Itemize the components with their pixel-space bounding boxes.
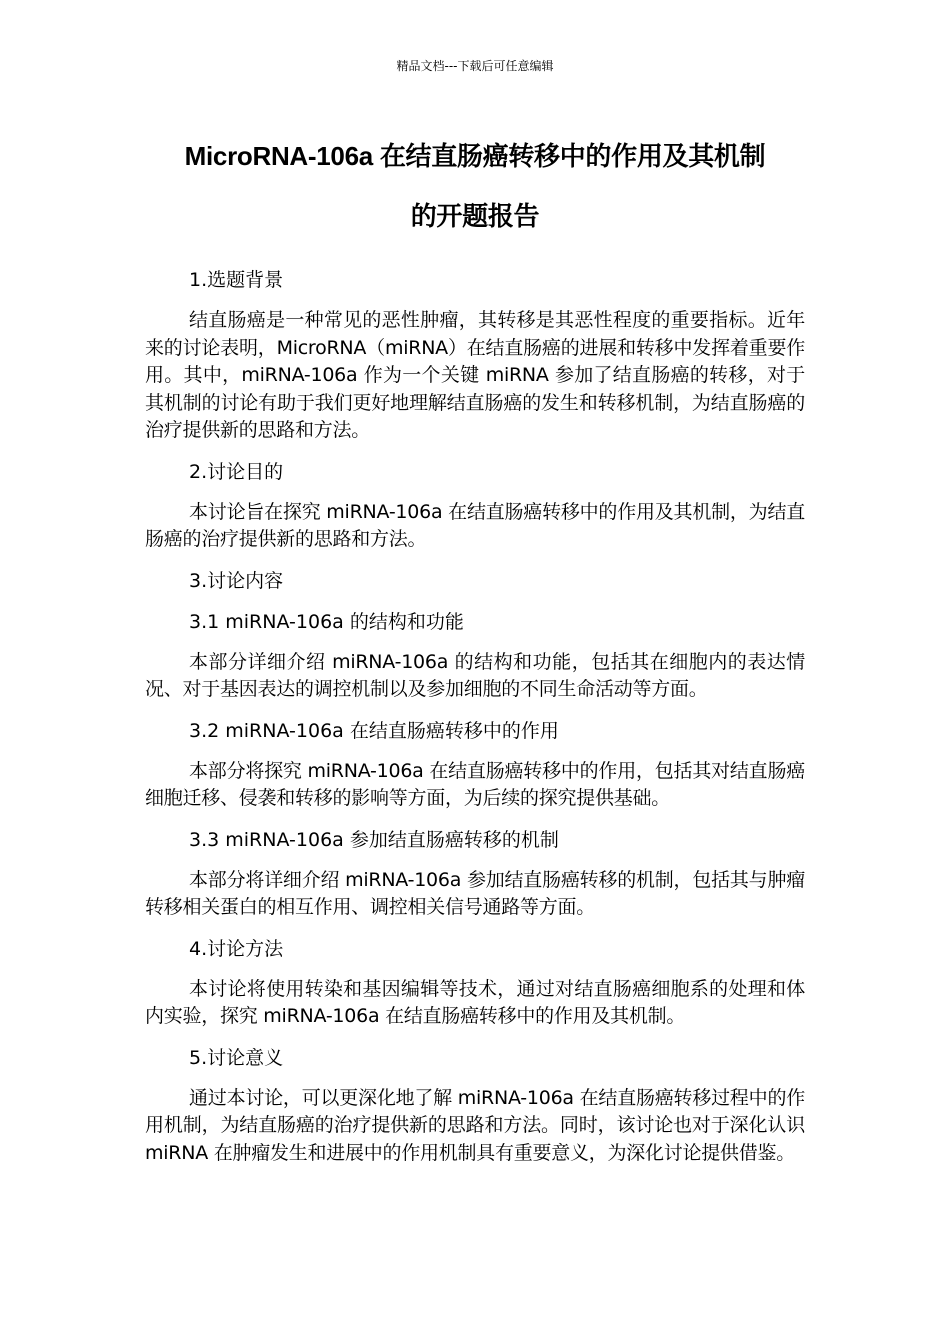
- title-line-2: 的开题报告: [410, 201, 540, 231]
- section-paragraph: 本部分将探究 miRNA-106a 在结直肠癌转移中的作用，包括其对结直肠癌细胞迁移、侵袭和转移的影响等方面，为后续的探究提供基础。: [145, 759, 805, 809]
- section-paragraph: 本部分详细介绍 miRNA-106a 的结构和功能，包括其在细胞内的表达情况、对于基因表达的调控机制以及参加细胞的不同生命活动等方面。: [145, 650, 805, 700]
- document-title: [145, 126, 805, 246]
- section-paragraph: 通过本讨论，可以更深化地了解 miRNA-106a 在结直肠癌转移过程中的作用机制，为结直肠癌的治疗提供新的思路和方法。同时，该讨论也对于深化认识 miRNA 在肿瘤发生和进展中的作用机制具有重要意义，为深化讨论提供借鉴。: [145, 1086, 805, 1164]
- section-heading: 5.讨论意义: [189, 1046, 284, 1069]
- section-heading: 2.讨论目的: [189, 460, 284, 483]
- section-paragraph: 本讨论旨在探究 miRNA-106a 在结直肠癌转移中的作用及其机制，为结直肠癌的治疗提供新的思路和方法。: [145, 500, 805, 550]
- subsection-heading: 3.3 miRNA-106a 参加结直肠癌转移的机制: [189, 828, 559, 851]
- section-paragraph: 本讨论将使用转染和基因编辑等技术，通过对结直肠癌细胞系的处理和体内实验，探究 miRNA-106a 在结直肠癌转移中的作用及其机制。: [145, 977, 805, 1027]
- header-note: 精品文档---下载后可任意编辑: [396, 59, 554, 73]
- section-heading: 3.讨论内容: [189, 569, 284, 592]
- document-body: [145, 266, 805, 1180]
- section-heading: 4.讨论方法: [189, 937, 284, 960]
- section-heading: 1.选题背景: [189, 269, 284, 291]
- subsection-heading: 3.1 miRNA-106a 的结构和功能: [189, 610, 464, 633]
- section-paragraph: 本部分将详细介绍 miRNA-106a 参加结直肠癌转移的机制，包括其与肿瘤转移相关蛋白的相互作用、调控相关信号通路等方面。: [145, 868, 805, 918]
- title-line-1: MicroRNA-106a 在结直肠癌转移中的作用及其机制: [184, 141, 766, 171]
- subsection-heading: 3.2 miRNA-106a 在结直肠癌转移中的作用: [189, 719, 559, 742]
- section-paragraph: 结直肠癌是一种常见的恶性肿瘤，其转移是其恶性程度的重要指标。近年来的讨论表明，MicroRNA（miRNA）在结直肠癌的进展和转移中发挥着重要作用。其中，miRNA-106a 作为一个关键 miRNA 参加了结直肠癌的转移，对于其机制的讨论有助于我们更好地理解结直肠癌的发生和转移机制，为结直肠癌的治疗提供新的思路和方法。: [145, 309, 805, 441]
